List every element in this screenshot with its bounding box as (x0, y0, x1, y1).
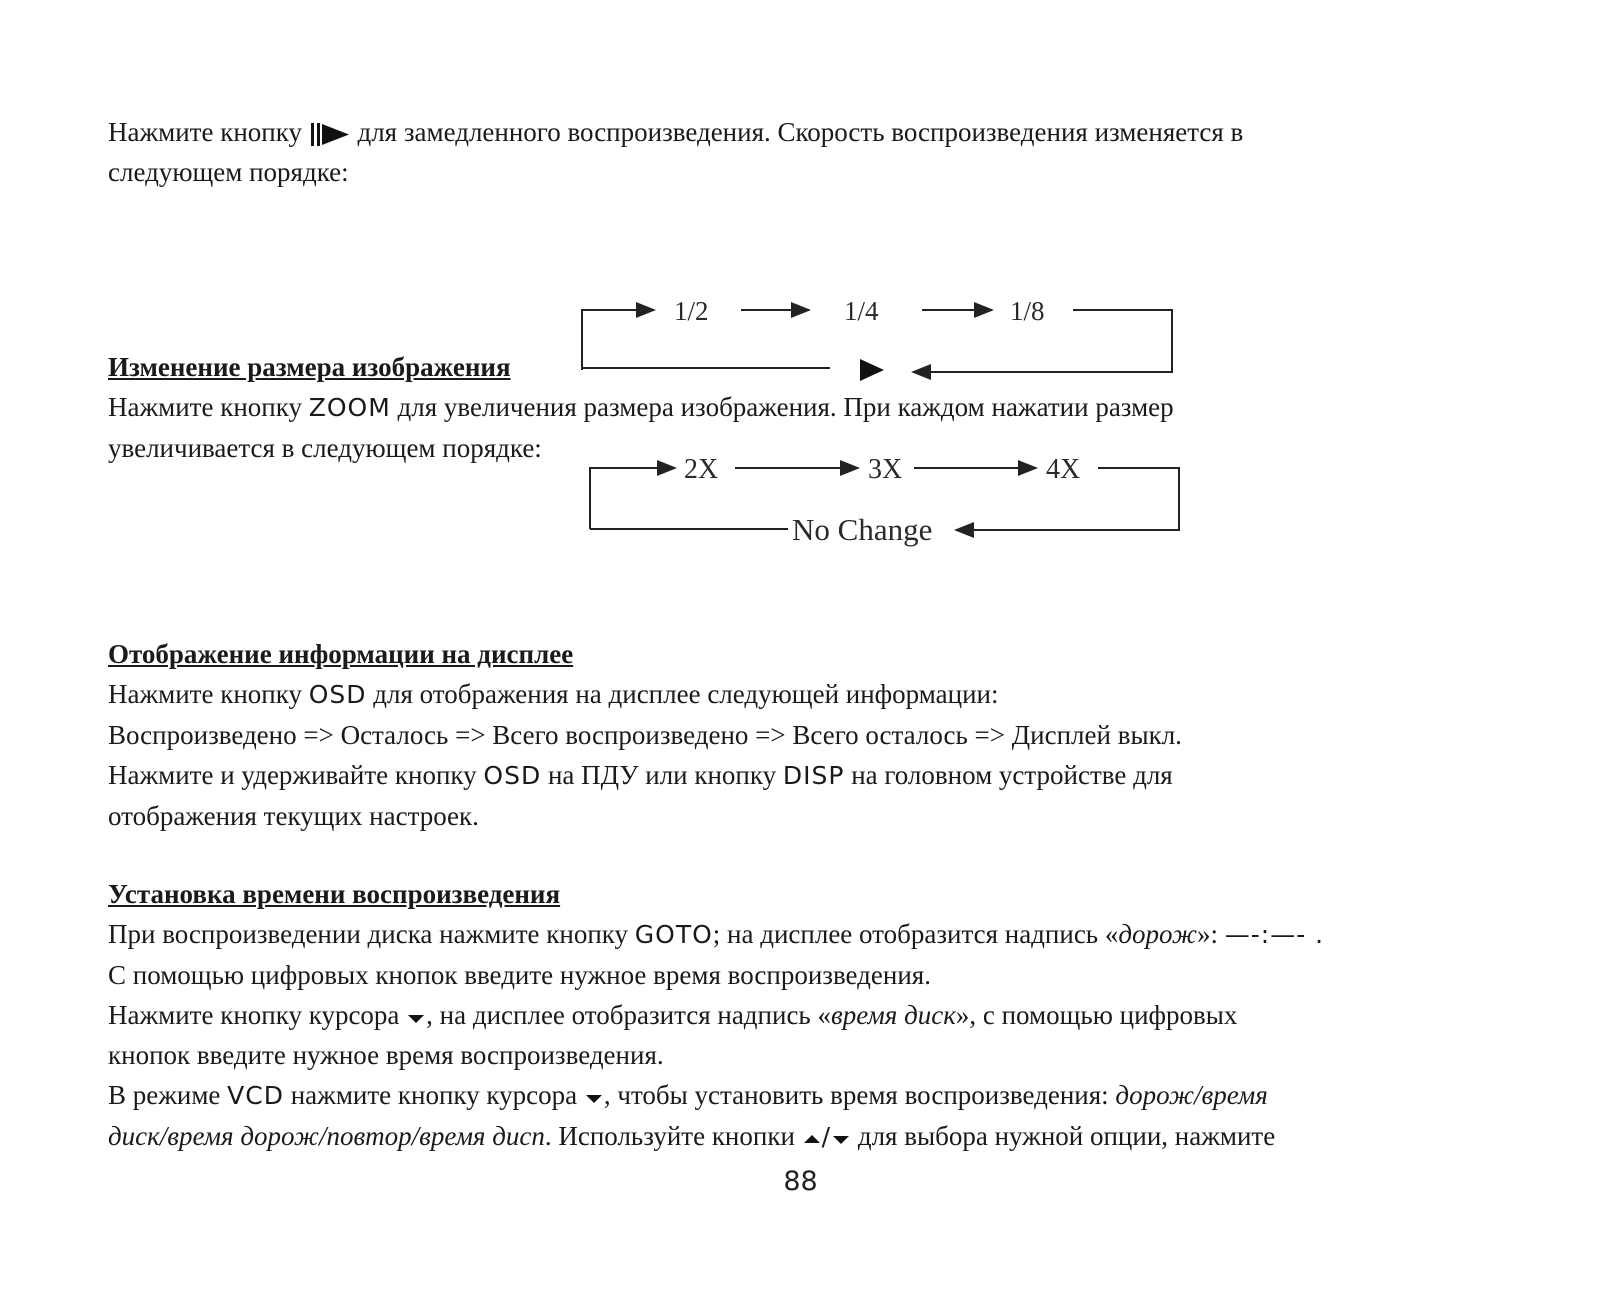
zoom-arrow-start (590, 468, 675, 529)
goto-p1-italic: дорож (1118, 919, 1197, 949)
disp-key: DISP (782, 761, 845, 790)
osd-paragraph-3 (108, 755, 1460, 796)
goto-time-placeholder: —-:—- . (1224, 920, 1325, 949)
slow-paragraph-line1 (108, 112, 1460, 152)
page-number: 88 (783, 1166, 818, 1197)
goto-p3-after: », с помощью цифровых (955, 1000, 1238, 1030)
zoom-paragraph-line2: увеличивается в следующем порядке: (108, 433, 542, 463)
goto-p6-italic: диск/время дорож/повтор/время дисп (108, 1121, 545, 1151)
goto-p3-before: Нажмите кнопку курсора (108, 1000, 400, 1030)
zoom-seq-1: 2X (684, 454, 719, 485)
osd-p3-b: на ПДУ или кнопку (547, 760, 777, 790)
slow-diagram-svg (108, 192, 1460, 342)
goto-paragraph-6 (108, 1116, 1460, 1157)
osd-p3-c: на головном устройстве для (851, 760, 1173, 790)
goto-p1-after: »: (1196, 919, 1225, 949)
vcd-key: VCD (227, 1081, 284, 1110)
zoom-text-after: для увеличения размера изображения. При каждом нажатии размер (397, 392, 1174, 422)
goto-p5-a: В режиме (108, 1080, 221, 1110)
cursor-up-icon (802, 1132, 822, 1146)
slow-seq-3: 1/8 (1010, 296, 1045, 326)
osd-paragraph-1 (108, 674, 1460, 715)
cursor-down-icon (831, 1132, 851, 1146)
osd-p3-a: Нажмите и удерживайте кнопку (108, 760, 477, 790)
slow-paragraph-line2: следующем порядке: (108, 157, 349, 187)
zoom-diagram-svg (108, 454, 1460, 618)
goto-p5-italic: дорож/время (1115, 1080, 1268, 1110)
goto-p6-slash: / (821, 1122, 832, 1151)
goto-paragraph-5 (108, 1075, 1460, 1116)
goto-p5-b: нажмите кнопку курсора (290, 1080, 578, 1110)
slow-play-icon (309, 122, 351, 148)
zoom-sequence-diagram (108, 454, 1460, 618)
osd-paragraph-2: Воспроизведено => Осталось => Всего воспроизведено => Всего осталось => Дисплей выкл. (108, 720, 1182, 750)
osd-paragraph-4: отображения текущих настроек. (108, 801, 479, 831)
osd-key-remote: OSD (483, 761, 542, 790)
zoom-seq-2: 3X (868, 454, 903, 485)
goto-paragraph-4: кнопок введите нужное время воспроизведения. (108, 1040, 664, 1070)
goto-paragraph-1 (108, 914, 1460, 955)
goto-paragraph-3 (108, 995, 1460, 1035)
zoom-reset-label: No Change (792, 512, 933, 547)
page-body (108, 112, 1460, 1157)
slow-text-after: для замедленного воспроизведения. Скорость воспроизведения изменяется в (357, 117, 1244, 147)
cursor-down-icon (584, 1091, 604, 1105)
goto-key: GOTO (634, 920, 713, 949)
goto-p6-b: для выбора нужной опции, нажмите (857, 1121, 1276, 1151)
goto-p3-mid: , на дисплее отобразится надпись « (426, 1000, 831, 1030)
goto-paragraph-2: С помощью цифровых кнопок введите нужное время воспроизведения. (108, 960, 931, 990)
osd-p1-after: для отображения на дисплее следующей информации: (373, 679, 999, 709)
goto-heading: Установка времени воспроизведения (108, 879, 561, 909)
zoom-paragraph-line1 (108, 387, 1460, 428)
cursor-down-icon (406, 1011, 426, 1025)
goto-p1-before: При воспроизведении диска нажмите кнопку (108, 919, 629, 949)
osd-key: OSD (308, 680, 367, 709)
slow-seq-2: 1/4 (844, 296, 879, 326)
slow-text-before: Нажмите кнопку (108, 117, 302, 147)
osd-p1-before: Нажмите кнопку (108, 679, 302, 709)
goto-p1-mid: ; на дисплее отобразится надпись « (712, 919, 1119, 949)
zoom-key: ZOOM (308, 393, 391, 422)
zoom-text-before: Нажмите кнопку (108, 392, 302, 422)
slow-sequence-diagram (108, 192, 1460, 342)
goto-p3-italic: время диск (831, 1000, 956, 1030)
zoom-heading: Изменение размера изображения (108, 352, 511, 382)
goto-p6-a: . Используйте кнопки (544, 1121, 795, 1151)
osd-heading: Отображение информации на дисплее (108, 639, 574, 669)
goto-p5-c: , чтобы установить время воспроизведения: (603, 1080, 1109, 1110)
slow-seq-1: 1/2 (674, 296, 709, 326)
zoom-seq-3: 4X (1046, 454, 1081, 485)
